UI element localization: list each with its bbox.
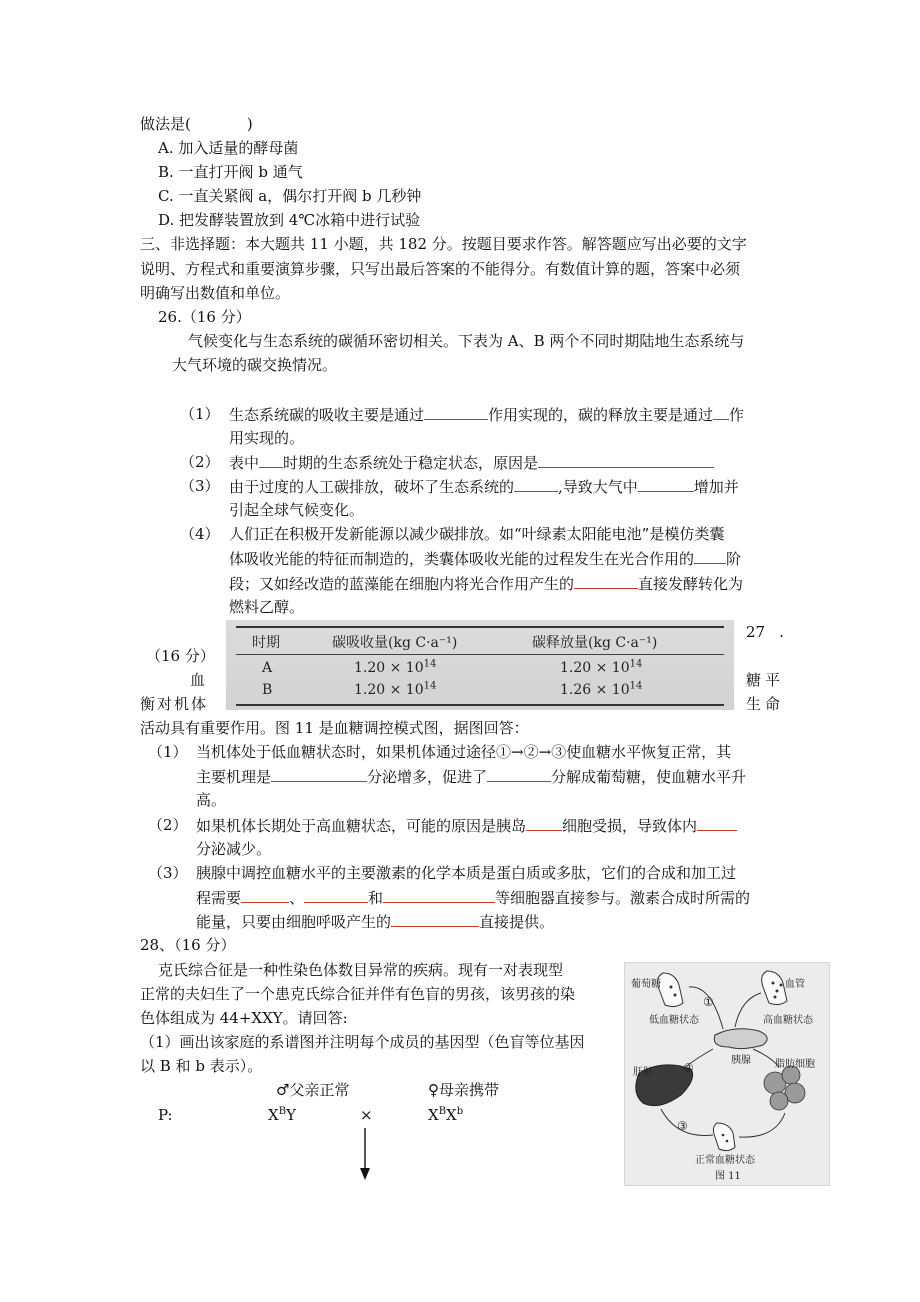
table-row-b-period: B: [262, 682, 273, 698]
q27-wrap-sugar: 糖 平: [746, 671, 781, 689]
answer-blank[interactable]: [538, 452, 714, 468]
q27-p2-line2: 分泌减少。: [196, 840, 272, 858]
answer-blank[interactable]: [383, 887, 495, 903]
q25-option-b: B. 一直打开阀 b 通气: [158, 163, 303, 181]
answer-blank[interactable]: [514, 476, 558, 492]
table-row-a-release: $1.20 \times 10^{14}$: [560, 658, 643, 676]
q26-p4-line2: 体吸收光能的特征而制造的，类囊体吸收光能的过程发生在光合作用的 阶: [229, 550, 742, 568]
q28-line2: 正常的夫妇生了一个患克氏综合征并伴有色盲的男孩，该男孩的染: [140, 985, 576, 1003]
q28-head: 28、（16 分）: [140, 936, 236, 954]
q27-number: 27 .: [746, 623, 784, 641]
answer-blank[interactable]: [424, 404, 488, 420]
q26-p4-line1: 人们正在积极开发新能源以减少碳排放。如“叶绿素太阳能电池”是模仿类囊: [229, 525, 725, 543]
q26-intro1: 气候变化与生态系统的碳循环密切相关。下表为 A、B 两个不同时期陆地生态系统与: [188, 332, 745, 350]
answer-blank[interactable]: [638, 476, 694, 492]
label-low: 低血糖状态: [649, 1015, 699, 1026]
carbon-exchange-table: [226, 620, 734, 710]
label-circle-2: ②: [683, 1061, 694, 1075]
fat-cells-icon: [764, 1066, 805, 1110]
q27-num3: （3）: [148, 864, 188, 882]
q26-num4: （4）: [180, 525, 220, 543]
table-header-period: 时期: [252, 635, 280, 651]
figure-11-blood-sugar-diagram: [624, 962, 830, 1186]
q26-p2: 表中 时期的生态系统处于稳定状态，原因是: [229, 452, 714, 473]
table-row-b-absorb: $1.20 \times 10^{14}$: [354, 680, 437, 698]
q28-line3: 色体组成为 44+XXY。请回答:: [140, 1009, 348, 1027]
label-liver: 肝脏: [633, 1067, 653, 1078]
vessel-high-icon: [762, 971, 787, 1005]
pedigree-p-label: P:: [158, 1106, 173, 1124]
q27-score: （16 分）: [146, 647, 215, 665]
answer-blank[interactable]: [526, 815, 562, 831]
table-row-a-period: A: [262, 660, 273, 676]
answer-blank[interactable]: [713, 404, 729, 420]
q26-head: 26.（16 分）: [158, 308, 251, 326]
q26-p1-cont: 用实现的。: [229, 429, 305, 447]
label-normal: 正常血糖状态: [695, 1155, 755, 1166]
q27-p3-line3: 能量，只要由细胞呼吸产生的 直接提供。: [196, 913, 555, 931]
pedigree-mother-genotype: $X^BX^b$: [428, 1106, 464, 1124]
pedigree-father-genotype: $X^BY$: [268, 1106, 296, 1124]
q27-wrap-left: 衡对机体: [140, 695, 209, 713]
q25-option-a: A. 加入适量的酵母菌: [158, 139, 299, 157]
section3-line1: 三、非选择题：本大题共 11 小题，共 182 分。按题目要求作答。解答题应写出必要的文字: [140, 235, 747, 253]
q27-p3-line2: 程需要 、 和 等细胞器直接参与。激素合成时所需的: [196, 889, 751, 907]
q26-intro2: 大气环境的碳交换情况。: [172, 356, 338, 374]
answer-blank[interactable]: [259, 452, 283, 468]
label-glucose: 葡萄糖: [631, 979, 661, 990]
answer-blank[interactable]: [694, 548, 726, 564]
q25-stem: 做法是( ): [140, 115, 253, 133]
table-header-absorb: 碳吸收量(kg C·a⁻¹): [332, 635, 458, 651]
q28-line4: （1）画出该家庭的系谱图并注明每个成员的基因型（色盲等位基因: [140, 1033, 585, 1051]
table-row-b-release: $1.26 \times 10^{14}$: [560, 680, 643, 698]
label-vessel: 血管: [785, 979, 805, 990]
label-fat: 脂肪细胞: [775, 1059, 815, 1070]
q26-num3: （3）: [180, 477, 220, 495]
q27-p2-line1: 如果机体长期处于高血糖状态，可能的原因是胰岛 细胞受损，导致体内: [196, 815, 737, 836]
q28-line1: 克氏综合征是一种性染色体数目异常的疾病。现有一对表现型: [158, 961, 564, 979]
pedigree-father-label: ♂父亲正常: [276, 1081, 350, 1099]
q27-p3-line1: 胰腺中调控血糖水平的主要激素的化学本质是蛋白质或多肽，它们的合成和加工过: [196, 864, 737, 882]
q27-p1-line3: 高。: [196, 791, 227, 809]
pancreas-icon: [714, 1029, 767, 1049]
label-circle-3: ③: [677, 1119, 688, 1133]
q26-p4-line4: 燃料乙醇。: [229, 598, 305, 616]
pedigree-down-arrow: [356, 1126, 374, 1182]
q26-p1: 生态系统碳的吸收主要是通过 作用实现的，碳的释放主要是通过 作: [229, 406, 745, 424]
answer-blank[interactable]: [241, 887, 289, 903]
label-circle-1: ①: [703, 995, 714, 1009]
q26-num1: （1）: [180, 405, 220, 423]
q27-wrap-blood: 血: [190, 671, 206, 689]
answer-blank[interactable]: [487, 766, 551, 782]
answer-blank[interactable]: [391, 911, 479, 927]
q27-num2: （2）: [148, 816, 188, 834]
figure-caption: 图 11: [715, 1171, 741, 1182]
q26-p3: 由于过度的人工碳排放，破坏了生态系统的 ,导致大气中 增加并: [229, 478, 739, 496]
q27-p1-line1: 当机体处于低血糖状态时，如果机体通过途径①→②→③使血糖水平恢复正常，其: [196, 743, 732, 761]
answer-blank[interactable]: [574, 573, 638, 589]
q26-num2: （2）: [180, 453, 220, 471]
q27-wrap-life: 生 命: [746, 695, 781, 713]
answer-blank[interactable]: [304, 887, 368, 903]
q26-p3-cont: 引起全球气候变化。: [229, 501, 365, 519]
answer-blank[interactable]: [697, 815, 737, 831]
q28-line5: 以 B 和 b 表示）。: [140, 1057, 263, 1075]
q27-num1: （1）: [148, 743, 188, 761]
vessel-normal-icon: [713, 1123, 735, 1151]
pedigree-cross: ×: [360, 1106, 373, 1124]
q27-intro: 活动具有重要作用。图 11 是血糖调控模式图，据图回答：: [140, 719, 529, 737]
q27-p1-line2: 主要机理是 分泌增多，促进了 分解成葡萄糖，使血糖水平升: [196, 768, 747, 786]
vessel-low-icon: [658, 973, 683, 1007]
table-row-a-absorb: $1.20 \times 10^{14}$: [354, 658, 437, 676]
label-pancreas: 胰腺: [731, 1055, 751, 1066]
table-header-release: 碳释放量(kg C·a⁻¹): [532, 635, 658, 651]
section3-line3: 明确写出数值和单位。: [140, 284, 291, 302]
q26-p4-line3: 段；又如经改造的蓝藻能在细胞内将光合作用产生的 直接发酵转化为: [229, 575, 744, 593]
pedigree-mother-label: ♀母亲携带: [428, 1081, 499, 1099]
q25-option-c: C. 一直关紧阀 a，偶尔打开阀 b 几秒钟: [158, 187, 422, 205]
answer-blank[interactable]: [271, 766, 367, 782]
q25-option-d: D. 把发酵装置放到 4℃冰箱中进行试验: [158, 211, 421, 229]
label-high: 高血糖状态: [763, 1015, 813, 1026]
section3-line2: 说明、方程式和重要演算步骤，只写出最后答案的不能得分。有数值计算的题，答案中必须: [140, 260, 741, 278]
